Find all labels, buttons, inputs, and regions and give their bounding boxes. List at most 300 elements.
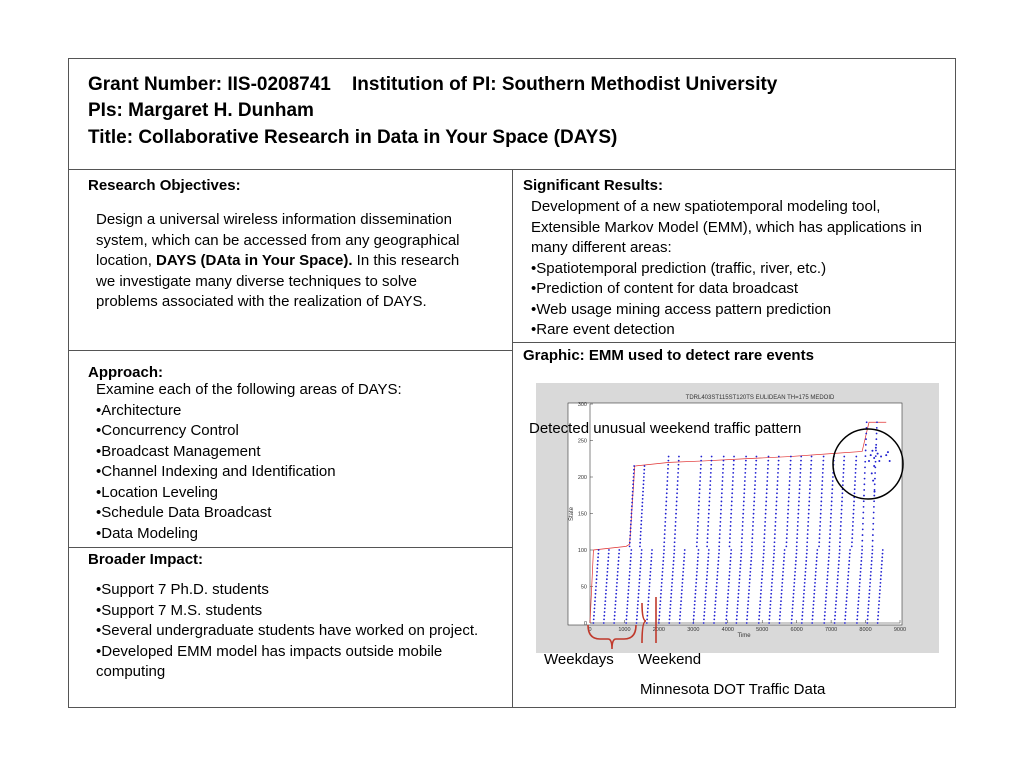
data-point (730, 556, 732, 558)
data-point (835, 608, 837, 610)
data-point (707, 564, 709, 566)
list-item: •Architecture (96, 401, 182, 419)
data-point (676, 501, 678, 503)
data-point (721, 501, 723, 503)
data-point (792, 600, 794, 602)
data-point (607, 564, 609, 566)
data-point (664, 525, 666, 527)
data-point (753, 513, 755, 515)
data-point (631, 498, 633, 500)
data-point (746, 615, 748, 617)
data-point (640, 520, 642, 522)
data-point (791, 611, 793, 613)
data-point (751, 537, 753, 539)
data-point (798, 505, 800, 507)
left-divider-1 (68, 350, 512, 351)
data-point (767, 464, 769, 466)
data-point (674, 533, 676, 535)
data-point (836, 589, 838, 591)
data-point (872, 523, 874, 525)
data-point (731, 505, 733, 507)
data-point (667, 472, 669, 474)
data-point (721, 492, 723, 494)
data-point (807, 537, 809, 539)
data-point (722, 468, 724, 470)
data-point (640, 527, 642, 529)
data-point (861, 553, 863, 555)
data-point (697, 560, 699, 562)
data-point (704, 608, 706, 610)
anomaly-point (870, 454, 872, 456)
data-point (813, 600, 815, 602)
data-point (718, 541, 720, 543)
data-point (792, 597, 794, 599)
data-point (638, 586, 640, 588)
data-point (675, 513, 677, 515)
data-point (617, 571, 619, 573)
data-point (831, 501, 833, 503)
data-point (744, 488, 746, 490)
data-point (676, 488, 678, 490)
data-point (814, 589, 816, 591)
data-point (853, 505, 855, 507)
data-point (854, 488, 856, 490)
data-point (862, 512, 864, 514)
data-point (633, 476, 635, 478)
data-point (856, 622, 858, 624)
data-point (846, 597, 848, 599)
data-point (842, 492, 844, 494)
data-point (880, 578, 882, 580)
data-point (698, 496, 700, 498)
data-point (851, 533, 853, 535)
data-point (878, 608, 880, 610)
data-point (743, 505, 745, 507)
data-point (758, 615, 760, 617)
data-point (867, 608, 869, 610)
data-point (738, 589, 740, 591)
data-point (857, 611, 859, 613)
data-point (640, 531, 642, 533)
data-point (873, 512, 875, 514)
anomaly-annotation: Detected unusual weekend traffic pattern (529, 420, 802, 437)
data-point (842, 480, 844, 482)
data-point (632, 487, 634, 489)
data-point (670, 593, 672, 595)
data-point (789, 472, 791, 474)
data-point (723, 456, 725, 458)
data-point (830, 509, 832, 511)
data-point (815, 567, 817, 569)
data-point (700, 472, 702, 474)
data-point (878, 600, 880, 602)
data-point (853, 501, 855, 503)
x-tick-label: 6000 (790, 627, 803, 633)
data-point (660, 589, 662, 591)
data-point (662, 567, 664, 569)
data-point (810, 464, 812, 466)
data-point (596, 571, 598, 573)
data-point (783, 560, 785, 562)
data-point (730, 509, 732, 511)
data-point (780, 604, 782, 606)
data-point (753, 496, 755, 498)
data-point (882, 553, 884, 555)
data-point (666, 480, 668, 482)
data-point (780, 597, 782, 599)
data-point (639, 571, 641, 573)
data-point (748, 597, 750, 599)
data-point (819, 529, 821, 531)
data-point (806, 556, 808, 558)
data-point (838, 564, 840, 566)
data-point (858, 593, 860, 595)
data-point (767, 476, 769, 478)
data-point (845, 615, 847, 617)
data-point (726, 604, 728, 606)
data-point (814, 582, 816, 584)
data-point (765, 505, 767, 507)
data-point (762, 560, 764, 562)
data-point (785, 545, 787, 547)
data-point (766, 480, 768, 482)
list-item: •Web usage mining access pattern prediction (531, 300, 832, 318)
data-point (798, 509, 800, 511)
data-point (700, 468, 702, 470)
list-item: •Schedule Data Broadcast (96, 504, 272, 521)
data-point (881, 556, 883, 558)
data-point (666, 484, 668, 486)
data-point (854, 492, 856, 494)
data-point (774, 541, 776, 543)
data-point (783, 553, 785, 555)
data-point (720, 509, 722, 511)
data-point (707, 521, 709, 523)
y-tick-label: 250 (577, 438, 587, 445)
data-point (828, 553, 830, 555)
data-point (628, 589, 630, 591)
data-point (849, 553, 851, 555)
data-point (729, 567, 731, 569)
data-point (839, 545, 841, 547)
data-point (859, 582, 861, 584)
data-point (699, 480, 701, 482)
data-point (705, 589, 707, 591)
data-point (834, 615, 836, 617)
data-point (671, 589, 673, 591)
data-point (783, 564, 785, 566)
data-point (775, 521, 777, 523)
data-point (765, 509, 767, 511)
data-point (727, 600, 729, 602)
data-point (629, 564, 631, 566)
brace-marks (580, 595, 670, 655)
data-point (855, 468, 857, 470)
data-point (876, 433, 878, 435)
graphic-heading: Graphic: EMM used to detect rare events (523, 347, 814, 364)
data-point (863, 506, 865, 508)
data-point (708, 553, 710, 555)
data-point (761, 582, 763, 584)
data-point (875, 461, 877, 463)
data-point (773, 549, 775, 551)
data-point (820, 509, 822, 511)
data-point (782, 578, 784, 580)
data-point (643, 472, 645, 474)
data-point (812, 608, 814, 610)
data-point (841, 496, 843, 498)
anomaly-point (872, 480, 874, 482)
data-point (643, 480, 645, 482)
data-point (696, 575, 698, 577)
data-point (694, 597, 696, 599)
data-point (788, 505, 790, 507)
data-point (605, 586, 607, 588)
data-point (792, 604, 794, 606)
data-point (710, 480, 712, 482)
data-point (840, 525, 842, 527)
data-point (797, 529, 799, 531)
data-point (824, 618, 826, 620)
data-point (706, 575, 708, 577)
data-point (860, 571, 862, 573)
data-point (797, 521, 799, 523)
data-point (810, 472, 812, 474)
data-point (852, 521, 854, 523)
data-point (763, 545, 765, 547)
list-item: •Broadcast Management (96, 442, 261, 460)
data-point (837, 575, 839, 577)
data-point (740, 556, 742, 558)
anomaly-point (885, 454, 887, 456)
data-point (771, 582, 773, 584)
data-point (806, 541, 808, 543)
data-point (743, 509, 745, 511)
data-point (695, 582, 697, 584)
data-point (706, 578, 708, 580)
data-point (875, 438, 877, 440)
data-point (774, 529, 776, 531)
data-point (662, 564, 664, 566)
data-point (774, 533, 776, 535)
data-point (719, 537, 721, 539)
data-point (809, 480, 811, 482)
data-point (639, 575, 641, 577)
anomaly-point (873, 465, 875, 467)
data-point (826, 582, 828, 584)
data-point (679, 618, 681, 620)
data-point (664, 537, 666, 539)
data-point (730, 549, 732, 551)
data-point (731, 492, 733, 494)
data-point (745, 464, 747, 466)
data-point (728, 586, 730, 588)
data-point (676, 492, 678, 494)
data-point (714, 604, 716, 606)
data-point (805, 564, 807, 566)
data-point (865, 433, 867, 435)
data-point (740, 564, 742, 566)
data-point (822, 460, 824, 462)
data-point (879, 586, 881, 588)
data-point (661, 586, 663, 588)
data-point (667, 460, 669, 462)
data-point (715, 600, 717, 602)
data-point (862, 517, 864, 519)
data-point (791, 618, 793, 620)
data-point (671, 582, 673, 584)
data-point (717, 571, 719, 573)
data-point (863, 489, 865, 491)
data-point (709, 496, 711, 498)
data-point (684, 549, 686, 551)
y-axis-label: State (569, 506, 575, 522)
data-point (851, 545, 853, 547)
data-point (880, 582, 882, 584)
data-point (815, 564, 817, 566)
data-point (738, 582, 740, 584)
data-point (800, 464, 802, 466)
data-point (777, 480, 779, 482)
data-point (723, 460, 725, 462)
data-point (710, 476, 712, 478)
data-point (700, 464, 702, 466)
data-point (665, 517, 667, 519)
data-point (797, 517, 799, 519)
data-point (822, 468, 824, 470)
data-point (848, 567, 850, 569)
data-point (679, 622, 681, 624)
data-point (776, 492, 778, 494)
data-point (697, 556, 699, 558)
data-point (629, 571, 631, 573)
data-point (801, 615, 803, 617)
data-point (825, 604, 827, 606)
data-point (847, 586, 849, 588)
anomaly-point (889, 460, 891, 462)
data-point (854, 480, 856, 482)
data-point (828, 545, 830, 547)
data-point (643, 469, 645, 471)
data-point (682, 575, 684, 577)
data-point (835, 597, 837, 599)
data-point (877, 618, 879, 620)
data-point (751, 553, 753, 555)
data-point (718, 556, 720, 558)
list-item: •Rare event detection (531, 321, 675, 338)
y-tick-label: 150 (577, 511, 587, 518)
data-point (698, 509, 700, 511)
data-point (703, 622, 705, 624)
data-point (668, 456, 670, 458)
data-point (745, 456, 747, 458)
data-point (729, 571, 731, 573)
data-point (642, 498, 644, 500)
data-point (796, 537, 798, 539)
data-point (787, 513, 789, 515)
data-point (864, 472, 866, 474)
data-point (799, 480, 801, 482)
data-point (707, 560, 709, 562)
data-point (722, 476, 724, 478)
data-point (632, 483, 634, 485)
y-tick-label: 100 (577, 548, 587, 554)
data-point (640, 524, 642, 526)
data-point (629, 567, 631, 569)
data-point (661, 582, 663, 584)
x-tick-label: 7000 (824, 627, 838, 633)
data-point (749, 582, 751, 584)
data-point (671, 578, 673, 580)
significant-results-heading: Significant Results: (523, 177, 664, 194)
data-point (707, 537, 709, 539)
data-point (761, 571, 763, 573)
data-point (744, 476, 746, 478)
data-point (867, 618, 869, 620)
data-point (829, 533, 831, 535)
data-point (746, 618, 748, 620)
data-point (767, 460, 769, 462)
data-point (873, 500, 875, 502)
data-point (597, 560, 599, 562)
data-point (630, 527, 632, 529)
data-point (786, 529, 788, 531)
data-point (750, 560, 752, 562)
data-point (769, 611, 771, 613)
data-point (793, 593, 795, 595)
data-point (799, 484, 801, 486)
data-point (671, 586, 673, 588)
data-point (693, 608, 695, 610)
data-point (720, 517, 722, 519)
data-point (791, 622, 793, 624)
data-point (641, 509, 643, 511)
data-point (832, 476, 834, 478)
data-point (693, 611, 695, 613)
data-point (740, 560, 742, 562)
data-point (840, 517, 842, 519)
data-point (798, 496, 800, 498)
data-point (882, 549, 884, 551)
data-point (773, 560, 775, 562)
data-point (632, 494, 634, 496)
data-point (848, 571, 850, 573)
data-point (839, 541, 841, 543)
anomaly-point (875, 447, 877, 449)
data-point (871, 556, 873, 558)
data-point (825, 600, 827, 602)
data-point (852, 525, 854, 527)
data-point (871, 553, 873, 555)
data-point (836, 582, 838, 584)
data-point (763, 541, 765, 543)
data-point (616, 589, 618, 591)
data-point (664, 529, 666, 531)
data-point (877, 622, 879, 624)
data-point (706, 571, 708, 573)
data-point (808, 517, 810, 519)
data-point (711, 456, 713, 458)
x-tick-label: 1000 (618, 627, 631, 633)
data-point (649, 575, 651, 577)
data-point (852, 529, 854, 531)
data-point (813, 604, 815, 606)
data-point (639, 578, 641, 580)
data-point (759, 608, 761, 610)
data-point (747, 608, 749, 610)
data-point (847, 575, 849, 577)
data-point (877, 615, 879, 617)
